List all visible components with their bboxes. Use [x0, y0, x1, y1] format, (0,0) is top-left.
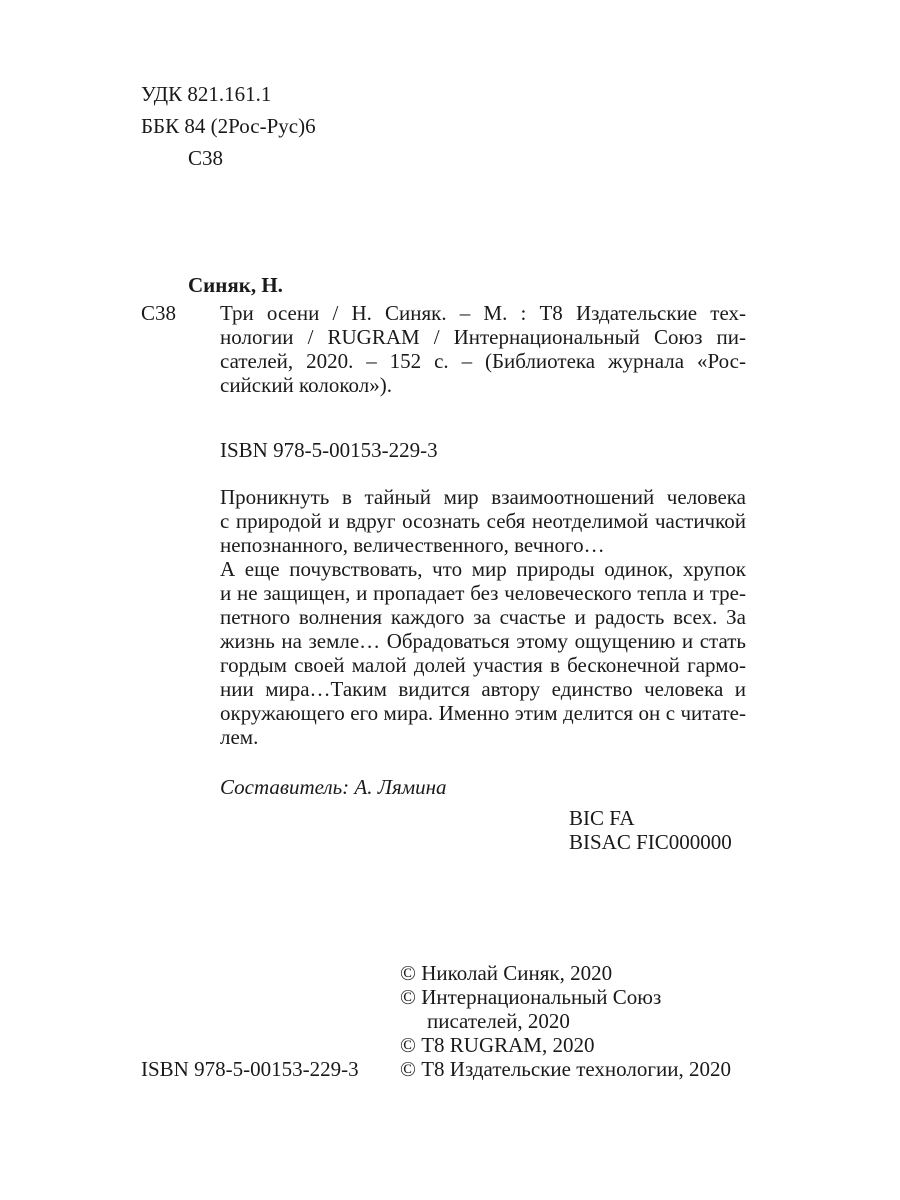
description-line: сийский колокол»). [220, 373, 392, 397]
record-author-sign: С38 [141, 301, 177, 325]
annotation-line: непознанного, величественного, вечного… [220, 533, 605, 557]
copyright-line: © Интернациональный Союз [400, 985, 662, 1009]
author-sign: С38 [188, 146, 224, 170]
bisac-code: BISAC FIC000000 [569, 830, 732, 854]
copyright-line: © Т8 RUGRAM, 2020 [400, 1033, 595, 1057]
annotation-line: нии мира…Таким видится автору единство человека и [220, 677, 746, 701]
description-line: Три осени / Н. Синяк. – М. : Т8 Издательские тех- [220, 301, 746, 325]
bbk-code: ББК 84 (2Рос-Рус)6 [141, 114, 316, 138]
author-heading: Синяк, Н. [188, 273, 283, 297]
annotation [220, 485, 746, 749]
isbn-footer: ISBN 978-5-00153-229-3 [141, 1057, 359, 1081]
bic-code: BIC FA [569, 806, 635, 830]
annotation-line: гордым своей малой долей участия в бесконечной гармо- [220, 653, 746, 677]
annotation-line: лем. [220, 725, 259, 749]
description-line: нологии / RUGRAM / Интернациональный Союз пи- [220, 325, 746, 349]
isbn-record: ISBN 978-5-00153-229-3 [220, 438, 438, 462]
annotation-line: петного волнения каждого за счастье и радость всех. За [220, 605, 746, 629]
compiler-credit: Составитель: А. Лямина [220, 775, 447, 799]
annotation-line: с природой и вдруг осознать себя неотделимой частичкой [220, 509, 746, 533]
annotation-line: и не защищен, и пропадает без человеческого тепла и тре- [220, 581, 746, 605]
annotation-line: А еще почувствовать, что мир природы одинок, хрупок [220, 557, 746, 581]
description-line: сателей, 2020. – 152 с. – (Библиотека журнала «Рос- [220, 349, 746, 373]
copyright-line: © Николай Синяк, 2020 [400, 961, 613, 985]
annotation-line: Проникнуть в тайный мир взаимоотношений человека [220, 485, 746, 509]
annotation-line: окружающего его мира. Именно этим делится он с читате- [220, 701, 746, 725]
udk-code: УДК 821.161.1 [141, 82, 272, 106]
copyright-line: © Т8 Издательские технологии, 2020 [400, 1057, 731, 1081]
annotation-line: жизнь на земле… Обрадоваться этому ощущению и стать [220, 629, 746, 653]
bibliographic-description [220, 301, 746, 397]
copyright-line: писателей, 2020 [427, 1009, 570, 1033]
